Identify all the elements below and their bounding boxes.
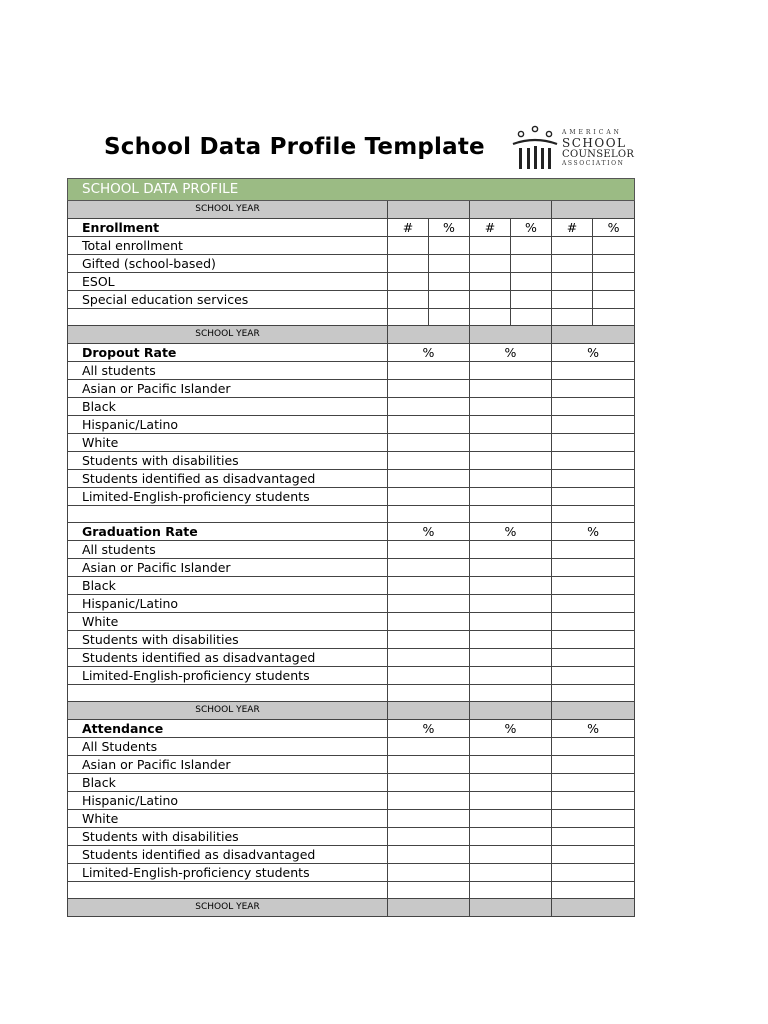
pct-column-header: % — [552, 344, 635, 362]
data-cell[interactable] — [552, 631, 635, 649]
data-cell[interactable] — [388, 792, 470, 810]
data-cell[interactable] — [552, 506, 635, 523]
data-cell[interactable] — [388, 506, 470, 523]
pct-column-header: % — [429, 219, 470, 237]
data-cell[interactable] — [552, 685, 635, 702]
table-row — [68, 792, 635, 810]
table-banner — [68, 179, 635, 201]
data-cell[interactable] — [552, 595, 635, 613]
data-cell[interactable] — [511, 237, 552, 255]
logo-line-4: ASSOCIATION — [562, 160, 625, 167]
data-cell[interactable] — [511, 309, 552, 326]
data-cell[interactable] — [552, 255, 593, 273]
data-cell[interactable] — [429, 309, 470, 326]
data-cell[interactable] — [470, 864, 552, 882]
row-label — [68, 882, 388, 899]
table-row — [68, 541, 635, 559]
data-cell[interactable] — [511, 255, 552, 273]
data-cell[interactable] — [552, 488, 635, 506]
school-year-cell[interactable] — [470, 702, 552, 720]
row-label: Students identified as disadvantaged — [68, 470, 388, 488]
data-cell[interactable] — [470, 810, 552, 828]
data-cell[interactable] — [388, 667, 470, 685]
row-label: White — [68, 810, 388, 828]
table-row — [68, 738, 635, 756]
row-label — [68, 309, 388, 326]
row-label: Students with disabilities — [68, 828, 388, 846]
data-cell[interactable] — [470, 882, 552, 899]
data-cell[interactable] — [470, 309, 511, 326]
data-cell[interactable] — [388, 434, 470, 452]
enrollment-header: Enrollment — [68, 219, 388, 237]
table-row — [68, 237, 635, 255]
data-cell[interactable] — [388, 738, 470, 756]
data-cell[interactable] — [388, 398, 470, 416]
data-cell[interactable] — [552, 434, 635, 452]
num-column-header: # — [388, 219, 429, 237]
row-label: Asian or Pacific Islander — [68, 756, 388, 774]
data-cell[interactable] — [470, 631, 552, 649]
pct-column-header: % — [593, 219, 635, 237]
data-cell[interactable] — [470, 649, 552, 667]
attendance-rows — [68, 738, 635, 899]
school-year-label: SCHOOL YEAR — [68, 702, 388, 720]
table-row — [68, 470, 635, 488]
data-cell[interactable] — [552, 309, 593, 326]
data-cell[interactable] — [470, 846, 552, 864]
data-cell[interactable] — [470, 434, 552, 452]
table-row — [68, 416, 635, 434]
row-label: White — [68, 434, 388, 452]
data-cell[interactable] — [593, 255, 635, 273]
data-cell[interactable] — [470, 470, 552, 488]
table-row — [68, 631, 635, 649]
data-cell[interactable] — [470, 488, 552, 506]
school-year-cell[interactable] — [552, 702, 635, 720]
data-cell[interactable] — [470, 291, 511, 309]
data-cell[interactable] — [429, 237, 470, 255]
data-cell[interactable] — [388, 828, 470, 846]
pct-column-header: % — [388, 344, 470, 362]
data-cell[interactable] — [552, 882, 635, 899]
row-label: Students identified as disadvantaged — [68, 846, 388, 864]
data-cell[interactable] — [388, 577, 470, 595]
school-year-cell[interactable] — [470, 326, 552, 344]
school-year-label: SCHOOL YEAR — [68, 326, 388, 344]
table-row — [68, 667, 635, 685]
table-row — [68, 488, 635, 506]
school-year-label: SCHOOL YEAR — [68, 201, 388, 219]
num-column-header: # — [552, 219, 593, 237]
data-cell[interactable] — [388, 613, 470, 631]
data-cell[interactable] — [552, 380, 635, 398]
school-year-cell[interactable] — [470, 899, 552, 917]
data-cell[interactable] — [388, 416, 470, 434]
data-cell[interactable] — [552, 416, 635, 434]
row-label: Black — [68, 398, 388, 416]
data-cell[interactable] — [470, 255, 511, 273]
table-row — [68, 882, 635, 899]
data-cell[interactable] — [429, 255, 470, 273]
data-cell[interactable] — [552, 273, 593, 291]
table-row — [68, 309, 635, 326]
section-header-row — [68, 219, 635, 237]
table-row — [68, 362, 635, 380]
data-cell[interactable] — [552, 828, 635, 846]
school-year-row — [68, 899, 635, 917]
graduation-rows — [68, 541, 635, 702]
data-cell[interactable] — [388, 595, 470, 613]
data-cell[interactable] — [552, 738, 635, 756]
data-cell[interactable] — [388, 362, 470, 380]
page-title: School Data Profile Template — [104, 134, 485, 160]
data-cell[interactable] — [388, 559, 470, 577]
data-cell[interactable] — [388, 864, 470, 882]
data-cell[interactable] — [388, 756, 470, 774]
data-cell[interactable] — [552, 810, 635, 828]
row-label: Limited-English-proficiency students — [68, 488, 388, 506]
row-label: All students — [68, 362, 388, 380]
enrollment-rows — [68, 237, 635, 326]
data-cell[interactable] — [552, 470, 635, 488]
school-year-row — [68, 702, 635, 720]
table-row — [68, 255, 635, 273]
table-row — [68, 506, 635, 523]
table-row — [68, 291, 635, 309]
table-row — [68, 810, 635, 828]
data-cell[interactable] — [470, 416, 552, 434]
table-row — [68, 649, 635, 667]
row-label: Students identified as disadvantaged — [68, 649, 388, 667]
row-label: Hispanic/Latino — [68, 792, 388, 810]
row-label: Black — [68, 774, 388, 792]
row-label — [68, 685, 388, 702]
data-cell[interactable] — [552, 291, 593, 309]
table-row — [68, 434, 635, 452]
data-cell[interactable] — [552, 577, 635, 595]
table-row — [68, 398, 635, 416]
school-year-cell[interactable] — [552, 326, 635, 344]
dropout-header: Dropout Rate — [68, 344, 388, 362]
logo-line-1: AMERICAN — [562, 129, 622, 136]
table-row — [68, 273, 635, 291]
data-cell[interactable] — [552, 613, 635, 631]
pct-column-header: % — [470, 523, 552, 541]
data-cell[interactable] — [388, 810, 470, 828]
data-cell[interactable] — [470, 667, 552, 685]
data-cell[interactable] — [593, 237, 635, 255]
data-cell[interactable] — [552, 559, 635, 577]
banner-label: SCHOOL DATA PROFILE — [68, 179, 635, 201]
school-year-cell[interactable] — [388, 702, 470, 720]
pct-column-header: % — [552, 523, 635, 541]
data-cell[interactable] — [470, 577, 552, 595]
data-cell[interactable] — [429, 273, 470, 291]
row-label: Students with disabilities — [68, 452, 388, 470]
table-row — [68, 828, 635, 846]
data-cell[interactable] — [470, 613, 552, 631]
data-cell[interactable] — [388, 291, 429, 309]
data-cell[interactable] — [388, 631, 470, 649]
row-label: Asian or Pacific Islander — [68, 559, 388, 577]
data-cell[interactable] — [388, 774, 470, 792]
data-cell[interactable] — [470, 237, 511, 255]
data-cell[interactable] — [593, 309, 635, 326]
school-year-cell[interactable] — [552, 201, 635, 219]
data-cell[interactable] — [552, 756, 635, 774]
data-cell[interactable] — [388, 470, 470, 488]
data-cell[interactable] — [388, 685, 470, 702]
school-year-cell[interactable] — [470, 201, 552, 219]
row-label: Limited-English-proficiency students — [68, 864, 388, 882]
table-row — [68, 613, 635, 631]
data-cell[interactable] — [388, 882, 470, 899]
row-label: White — [68, 613, 388, 631]
table-row — [68, 559, 635, 577]
row-label: All students — [68, 541, 388, 559]
data-cell[interactable] — [552, 649, 635, 667]
data-cell[interactable] — [552, 452, 635, 470]
data-cell[interactable] — [470, 362, 552, 380]
data-cell[interactable] — [388, 649, 470, 667]
data-cell[interactable] — [388, 255, 429, 273]
data-cell[interactable] — [470, 828, 552, 846]
table-row — [68, 774, 635, 792]
school-year-row — [68, 326, 635, 344]
attendance-header: Attendance — [68, 720, 388, 738]
data-cell[interactable] — [388, 273, 429, 291]
pct-column-header: % — [388, 523, 470, 541]
data-cell[interactable] — [470, 398, 552, 416]
logo-line-2: SCHOOL — [562, 136, 627, 150]
logo-wordmark — [562, 130, 634, 167]
row-label: Black — [68, 577, 388, 595]
data-cell[interactable] — [552, 541, 635, 559]
data-cell[interactable] — [552, 774, 635, 792]
data-cell[interactable] — [552, 846, 635, 864]
data-cell[interactable] — [470, 685, 552, 702]
school-year-label: SCHOOL YEAR — [68, 899, 388, 917]
data-cell[interactable] — [593, 291, 635, 309]
pct-column-header: % — [511, 219, 552, 237]
school-year-cell[interactable] — [388, 326, 470, 344]
data-cell[interactable] — [388, 541, 470, 559]
section-header-row — [68, 344, 635, 362]
table-row — [68, 685, 635, 702]
data-cell[interactable] — [552, 864, 635, 882]
data-cell[interactable] — [470, 559, 552, 577]
data-cell[interactable] — [388, 380, 470, 398]
section-header-row — [68, 720, 635, 738]
table-row — [68, 380, 635, 398]
data-cell[interactable] — [470, 774, 552, 792]
data-cell[interactable] — [593, 273, 635, 291]
data-cell[interactable] — [511, 291, 552, 309]
logo-line-3: COUNSELOR — [562, 149, 635, 160]
school-year-cell[interactable] — [388, 201, 470, 219]
dropout-rows — [68, 362, 635, 523]
data-cell[interactable] — [388, 309, 429, 326]
data-cell[interactable] — [470, 595, 552, 613]
table-row — [68, 595, 635, 613]
asca-logo — [510, 124, 638, 172]
row-label: Hispanic/Latino — [68, 595, 388, 613]
row-label: Asian or Pacific Islander — [68, 380, 388, 398]
data-cell[interactable] — [552, 362, 635, 380]
row-label: All Students — [68, 738, 388, 756]
row-label — [68, 506, 388, 523]
row-label: Gifted (school-based) — [68, 255, 388, 273]
pct-column-header: % — [552, 720, 635, 738]
data-cell[interactable] — [552, 237, 593, 255]
data-cell[interactable] — [388, 488, 470, 506]
data-cell[interactable] — [552, 792, 635, 810]
data-cell[interactable] — [388, 237, 429, 255]
data-cell[interactable] — [511, 273, 552, 291]
row-label: Limited-English-proficiency students — [68, 667, 388, 685]
data-cell[interactable] — [470, 756, 552, 774]
graduation-header: Graduation Rate — [68, 523, 388, 541]
school-year-cell[interactable] — [388, 899, 470, 917]
row-label: Total enrollment — [68, 237, 388, 255]
table-row — [68, 756, 635, 774]
data-cell[interactable] — [470, 738, 552, 756]
school-year-cell[interactable] — [552, 899, 635, 917]
school-data-table — [67, 178, 634, 917]
columns-people-icon — [510, 124, 560, 172]
table-row — [68, 577, 635, 595]
pct-column-header: % — [470, 720, 552, 738]
num-column-header: # — [470, 219, 511, 237]
pct-column-header: % — [388, 720, 470, 738]
row-label: ESOL — [68, 273, 388, 291]
table-row — [68, 452, 635, 470]
row-label: Students with disabilities — [68, 631, 388, 649]
data-cell[interactable] — [552, 667, 635, 685]
row-label: Hispanic/Latino — [68, 416, 388, 434]
row-label: Special education services — [68, 291, 388, 309]
school-year-row — [68, 201, 635, 219]
section-header-row — [68, 523, 635, 541]
pct-column-header: % — [470, 344, 552, 362]
data-cell[interactable] — [388, 846, 470, 864]
data-cell[interactable] — [429, 291, 470, 309]
data-cell[interactable] — [470, 506, 552, 523]
table-row — [68, 864, 635, 882]
data-cell[interactable] — [470, 541, 552, 559]
data-cell[interactable] — [388, 452, 470, 470]
data-cell[interactable] — [552, 398, 635, 416]
data-cell[interactable] — [470, 792, 552, 810]
data-cell[interactable] — [470, 380, 552, 398]
table-row — [68, 846, 635, 864]
data-cell[interactable] — [470, 452, 552, 470]
data-cell[interactable] — [470, 273, 511, 291]
